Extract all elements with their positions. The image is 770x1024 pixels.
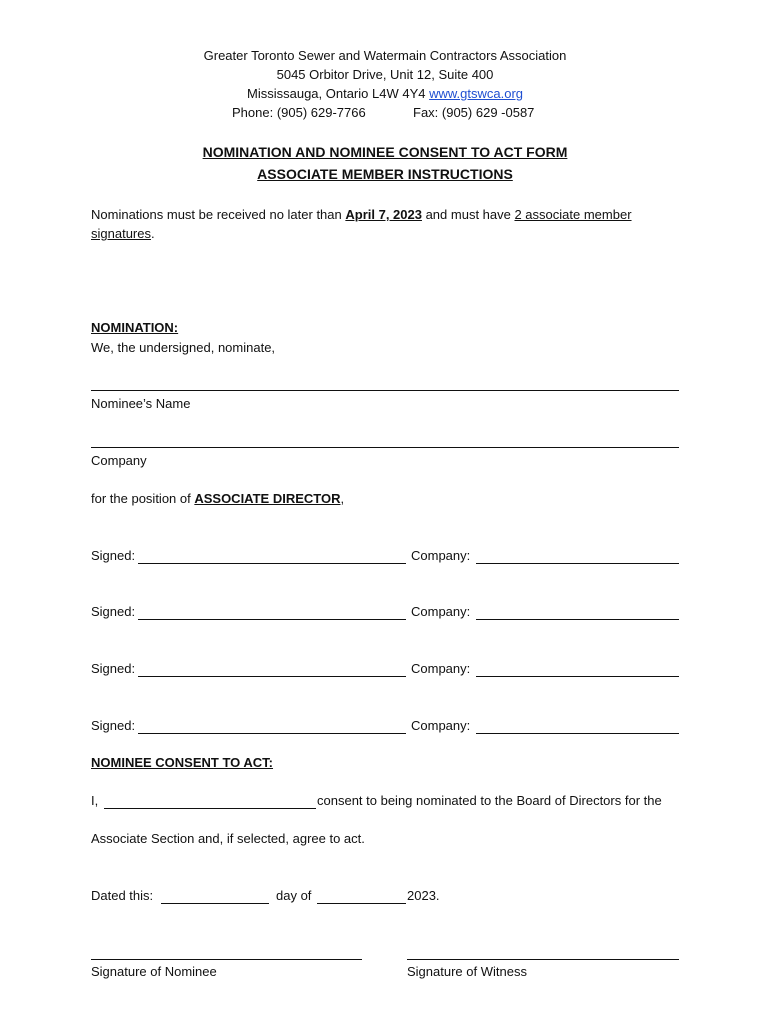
nominee-name-field[interactable]	[91, 390, 679, 391]
website-link[interactable]: www.gtswca.org	[429, 86, 523, 101]
position-title: ASSOCIATE DIRECTOR	[194, 491, 341, 506]
dated-month-field[interactable]	[317, 903, 406, 904]
address-city: Mississauga, Ontario L4W 4Y4	[247, 86, 430, 101]
signature-field[interactable]	[138, 676, 406, 677]
signature-field[interactable]	[138, 619, 406, 620]
address-line-1: 5045 Orbitor Drive, Unit 12, Suite 400	[276, 67, 494, 82]
intro-period: .	[150, 226, 155, 241]
deadline-date: April 7, 2023	[345, 207, 422, 222]
position-line	[91, 491, 344, 506]
signature-field[interactable]	[138, 563, 406, 564]
nomination-statement: We, the undersigned, nominate,	[91, 340, 276, 355]
company-field-label: Company:	[411, 604, 471, 619]
form-title: NOMINATION AND NOMINEE CONSENT TO ACT FORM	[202, 144, 568, 160]
signed-label: Signed:	[91, 548, 136, 563]
consent-heading: NOMINEE CONSENT TO ACT:	[91, 755, 274, 770]
form-subtitle: ASSOCIATE MEMBER INSTRUCTIONS	[257, 166, 513, 182]
position-suffix: ,	[340, 491, 345, 506]
witness-signature-label: Signature of Witness	[407, 964, 527, 979]
company-field-label: Company:	[411, 548, 471, 563]
consent-name-field[interactable]	[104, 808, 316, 809]
consent-statement: consent to being nominated to the Board of Directors for the	[317, 793, 662, 808]
org-name: Greater Toronto Sewer and Watermain Contractors Association	[203, 48, 567, 63]
witness-signature-field[interactable]	[407, 959, 679, 960]
signature-field[interactable]	[138, 733, 406, 734]
intro-prefix: Nominations must be received no later than	[91, 207, 346, 222]
nominee-signature-label: Signature of Nominee	[91, 964, 217, 979]
signed-label: Signed:	[91, 661, 136, 676]
company-field[interactable]	[476, 563, 679, 564]
dated-year: 2023.	[407, 888, 440, 903]
signature-requirement: 2 associate member	[514, 207, 632, 222]
dated-label: Dated this:	[91, 888, 154, 903]
intro-line-2	[91, 226, 155, 241]
company-field[interactable]	[476, 676, 679, 677]
address-line-2	[0, 86, 770, 101]
consent-i-label: I,	[91, 793, 99, 808]
day-of-label: day of	[276, 888, 312, 903]
intro-line-1	[91, 207, 632, 222]
dated-day-field[interactable]	[161, 903, 269, 904]
company-field-label: Company:	[411, 718, 471, 733]
intro-middle: and must have	[421, 207, 515, 222]
company-field[interactable]	[476, 733, 679, 734]
nominee-company-field[interactable]	[91, 447, 679, 448]
consent-statement-2: Associate Section and, if selected, agree to act.	[91, 831, 365, 846]
nominee-name-label: Nominee’s Name	[91, 396, 191, 411]
signed-label: Signed:	[91, 718, 136, 733]
position-prefix: for the position of	[91, 491, 195, 506]
nomination-heading: NOMINATION:	[91, 320, 179, 335]
company-label: Company	[91, 453, 147, 468]
signed-label: Signed:	[91, 604, 136, 619]
fax-number: Fax: (905) 629 -0587	[413, 105, 535, 120]
company-field-label: Company:	[411, 661, 471, 676]
company-field[interactable]	[476, 619, 679, 620]
phone-number: Phone: (905) 629-7766	[232, 105, 366, 120]
signatures-word: signatures	[91, 226, 151, 241]
nominee-signature-field[interactable]	[91, 959, 362, 960]
